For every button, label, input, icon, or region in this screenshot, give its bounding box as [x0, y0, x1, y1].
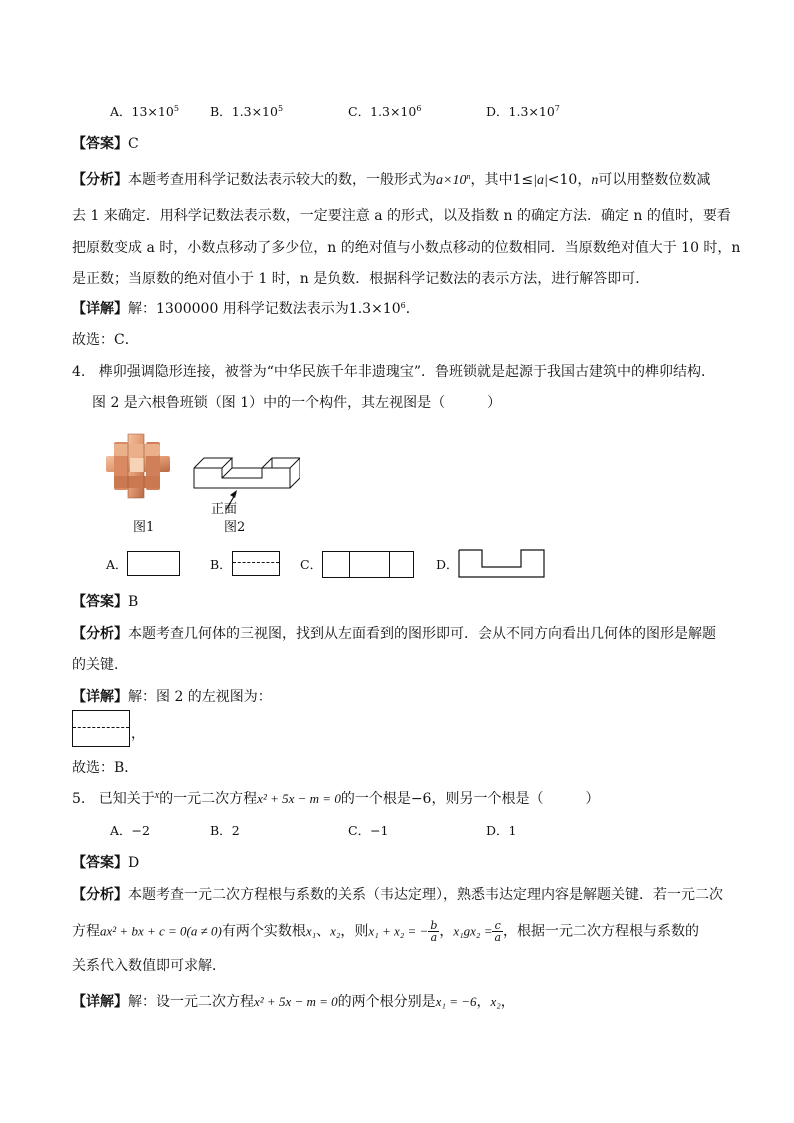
q4-choose: 故选：B．	[72, 760, 139, 776]
q5-option-d: D．1	[486, 823, 517, 838]
q5-analysis-line-1: 【分析】本题考查一元二次方程根与系数的关系（韦达定理），熟悉韦达定理内容是解题关键．若一元二次	[72, 887, 723, 903]
q4-detail-comma: ，	[131, 726, 145, 742]
q3-analysis-line-3: 把原数变成 a 时，小数点移动了多少位，n 的绝对值与小数点移动的位数相同．当原数绝对值大于 10 时，n	[72, 240, 741, 256]
q5-option-a: A．−2	[110, 823, 150, 838]
dashed-line	[73, 727, 129, 728]
figure-2-label: 图2	[224, 520, 246, 535]
dashed-line	[233, 562, 279, 563]
q4-option-a-letter: A．	[106, 557, 128, 572]
q4-analysis-line-2: 的关键．	[72, 657, 128, 673]
q4-option-a-shape	[127, 551, 180, 576]
q3-option-b: B．$1.3\times 10^5$	[210, 104, 284, 119]
q4-option-c-shape	[322, 551, 414, 578]
q3-analysis-line-4: 是正数；当原数的绝对值小于 1 时，n 是负数．根据科学记数法的表示方法，进行解答即可．	[72, 271, 650, 287]
q4-option-c-letter: C．	[300, 557, 323, 572]
q4-analysis-line-1: 【分析】本题考查几何体的三视图，找到从左面看到的图形即可．会从不同方向看出几何体的图形是解题	[72, 626, 716, 642]
q5-answer: 【答案】D	[72, 855, 140, 871]
q3-analysis-line-2: 去 1 来确定．用科学记数法表示数，一定要注意 a 的形式，以及指数 n 的确定方法．确定 n 的值时，要看	[72, 208, 731, 224]
q3-analysis-line-1: 【分析】本题考查用科学记数法表示较大的数，一般形式为$a\times 10^n$，其中1≤|a|<10，n可以用整数位数减	[72, 172, 711, 188]
luban-lock-figure-1	[104, 432, 172, 500]
q4-detail: 【详解】解：图 2 的左视图为：	[72, 689, 272, 705]
q4-stem-line-1: 4. 榫卯强调隐形连接，被誉为“中华民族千年非遗瑰宝”．鲁班锁就是起源于我国古建筑中的榫卯结构．	[72, 364, 716, 380]
q3-choose: 故选：C．	[72, 332, 139, 348]
divider-line	[389, 552, 390, 577]
q4-option-d-letter: D．	[436, 557, 459, 572]
q4-answer: 【答案】B	[72, 594, 139, 610]
q5-stem: 5. 已知关于$^x$的一元二次方程x² + 5x − m = 0的一个根是−6，则另一个根是（ ）	[72, 790, 600, 807]
q4-option-b-shape	[232, 551, 280, 576]
figure-1-label: 图1	[133, 520, 155, 535]
q5-analysis-line-3: 关系代入数值即可求解．	[72, 958, 226, 974]
fraction-b-over-a: $\frac{b}{a}$	[430, 919, 438, 944]
q4-option-d-shape	[458, 549, 546, 579]
front-label: 正面	[211, 502, 238, 517]
component-figure-2	[190, 456, 300, 522]
q3-option-c: C．$1.3\times 10^6$	[348, 104, 422, 119]
q5-option-c: C．−1	[348, 823, 389, 838]
q3-option-a: A．$13\times 10^5$	[110, 104, 179, 119]
q5-option-b: B．2	[210, 823, 240, 838]
q4-left-view-shape	[72, 710, 130, 747]
q3-option-d: D．$1.3\times 10^7$	[486, 104, 560, 119]
divider-line	[349, 552, 350, 577]
q4-option-b-letter: B．	[210, 557, 232, 572]
q5-detail: 【详解】解：设一元二次方程x² + 5x − m = 0的两个根分别是x₁ = −6，x₂，	[72, 994, 515, 1010]
q5-analysis-line-2: 方程ax² + bx + c = 0(a ≠ 0)有两个实数根x₁、x₂，则x₁ + x₂ = − $\frac{b}{a}$ ，x₁gx₂ = $\frac{c}{a}$ ，根据一元二次方程根与系数的	[72, 919, 700, 944]
q3-detail: 【详解】解：1300000 用科学记数法表示为$1.3\times 10^6$．	[72, 301, 420, 317]
q3-answer: 【答案】C	[72, 136, 139, 152]
fraction-c-over-a: $\frac{c}{a}$	[494, 919, 502, 944]
q4-stem-line-2: 图 2 是六根鲁班锁（图 1）中的一个构件，其左视图是（ ）	[92, 395, 502, 411]
